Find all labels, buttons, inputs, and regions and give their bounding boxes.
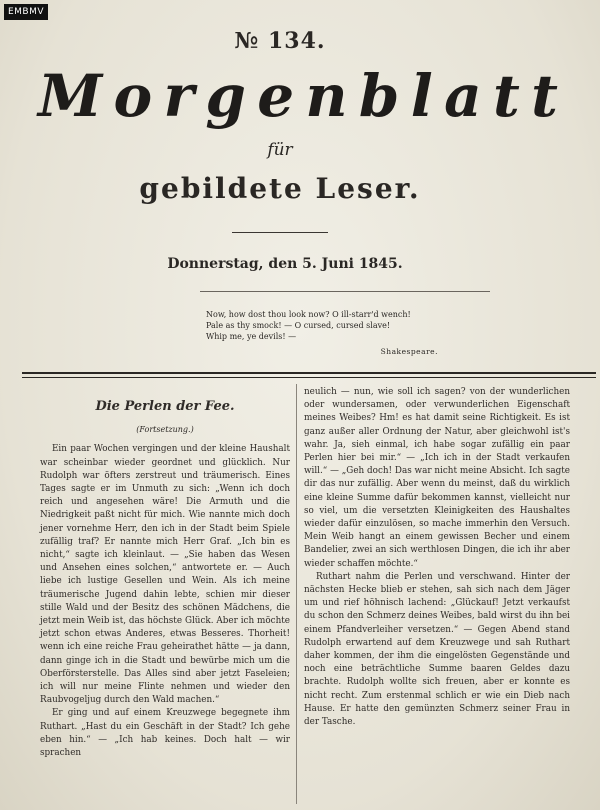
article-paragraph: neulich — nun, wie soll ich sagen? von der wunderlichen oder wundersamen, oder verwunderlichen Eigenschaft meines Weibes? Hm! es hat damit seine Richtigkeit. Es ist ganz außer aller Ordnung der Natur, aber gleichwohl ist's wahr. Ja, sieh einmal, ich habe sogar zufällig ein paar Perlen hier bei mir.“ — „Ich ich in der Stadt verkaufen will.“ — „Geh doch! Das war nicht meine Absicht. Ich sagte dir das nur zufällig. Aber wenn du meinst, daß du wirklich eine kleine Summe dafür bekommen kannst, vielleicht nur so viel, um die versetzten Kleinigkeiten des Haushaltes wieder dafür einzulösen, so mache immerhin den Versuch. Mein Weib hangt an einem gewissen Becher und einem Bandelier, zwei an sich werthlosen Dingen, die ich ihr aber wieder schaffen möchte.“ bbox=[304, 387, 570, 569]
masthead-letter: t bbox=[531, 62, 558, 130]
epigraph-line: Pale as thy smock! — O cursed, cursed slave! bbox=[206, 321, 391, 330]
issue-date: Donnerstag, den 5. Juni 1845. bbox=[167, 256, 403, 272]
issue-number: № 134. bbox=[234, 28, 326, 54]
masthead-letter: g bbox=[205, 62, 246, 130]
masthead-letter: r bbox=[163, 62, 195, 130]
masthead-letter: M bbox=[38, 62, 103, 130]
masthead-title bbox=[38, 60, 558, 132]
column-divider bbox=[296, 384, 297, 804]
epigraph bbox=[206, 309, 438, 357]
article-continuation: (Fortsetzung.) bbox=[136, 425, 194, 435]
article-paragraph: Ein paar Wochen vergingen und der kleine Haushalt war scheinbar wieder geordnet und glücklich. Nur Rudolph war öfters zerstreut und träumerisch. Eines Tages sagte er im Unmuth zu sich: „Wenn ich doch reich und angesehen wäre! Die Armuth und die Niedrigkeit paßt nicht für mich. Wie nannte mich doch jener vornehme Herr, den ich in der Stadt beim Spiele zufällig traf? Er nannte mich Herr Graf. „Ich bin es nicht,“ sagte ich kleinlaut. — „Sie haben das Wesen und Ansehen eines solchen,“ antwortete er. — Auch liebe ich lustige Gesellen und Wein. Als ich meine träumerische Jugend dahin lebte, schien mir dieser stille Wald und der Besitz des schönen Mädchens, die jetzt mein Weib ist, das höchste Glück. Aber ich möchte jetzt schon etwas Anderes, etwas Besseres. Thorheit! wenn ich eine reiche Frau geheirathet hätte — ja dann, dann ginge ich in die Stadt und bewürbe mich um die Oberförsterstelle. Das Alles sind aber jetzt Faseleien; ich will nur meine Flinte nehmen und wieder den Raubvogeljug durch den Wald machen.“ bbox=[40, 444, 290, 706]
divider bbox=[232, 232, 328, 233]
masthead-letter: t bbox=[492, 62, 520, 130]
epigraph-line: Now, how dost thou look now? O ill-starr'd wench! bbox=[206, 310, 411, 319]
masthead-letter: e bbox=[257, 62, 295, 130]
article-paragraph: Er ging und auf einem Kreuzwege begegnete ihm Ruthart. „Hast du ein Geschäft in der Stadt? Ich gehe eben hin.“ — „Ich hab keines. Doch halt — wir sprachen bbox=[40, 708, 290, 759]
section-rule bbox=[22, 377, 596, 378]
article-column-left bbox=[40, 388, 290, 760]
masthead-letter: b bbox=[358, 62, 400, 130]
section-rule bbox=[22, 372, 596, 374]
epigraph-line: Whip me, ye devils! — bbox=[206, 332, 297, 341]
article-column-right bbox=[304, 386, 570, 729]
article-paragraph: Ruthart nahm die Perlen und verschwand. Hinter der nächsten Hecke blieb er stehen, sah sich nach dem Jäger um und rief höhnisch lachend: „Glückauf! Jetzt verkaufst du schon den Schmerz deines Weibes, bald wirst du ihn bei einem Pfandverleiher versetzen.“ — Gegen Abend stand Rudolph erwartend auf dem Kreuzwege und sah Ruthart daher kommen, der ihm die eingelösten Gegenstände und noch eine beträchtliche Summe baaren Geldes dazu brachte. Rudolph wollte sich freuen, aber er konnte es nicht recht. Zum erstenmal schlich er wie ein Dieb nach Hause. Er hatte den gemünzten Schmerz seiner Frau in der Tasche. bbox=[304, 571, 570, 728]
masthead-letter: a bbox=[444, 62, 482, 130]
masthead-letter: l bbox=[410, 62, 433, 130]
masthead-fuer: für bbox=[267, 140, 293, 160]
masthead-subtitle: gebildete Leser. bbox=[139, 172, 421, 205]
divider bbox=[200, 291, 490, 292]
masthead-letter: n bbox=[305, 62, 348, 130]
masthead-letter: o bbox=[113, 62, 153, 130]
epigraph-attribution: Shakespeare. bbox=[380, 347, 438, 356]
watermark-badge: EMBMV bbox=[4, 4, 48, 20]
article-title: Die Perlen der Fee. bbox=[95, 399, 235, 414]
